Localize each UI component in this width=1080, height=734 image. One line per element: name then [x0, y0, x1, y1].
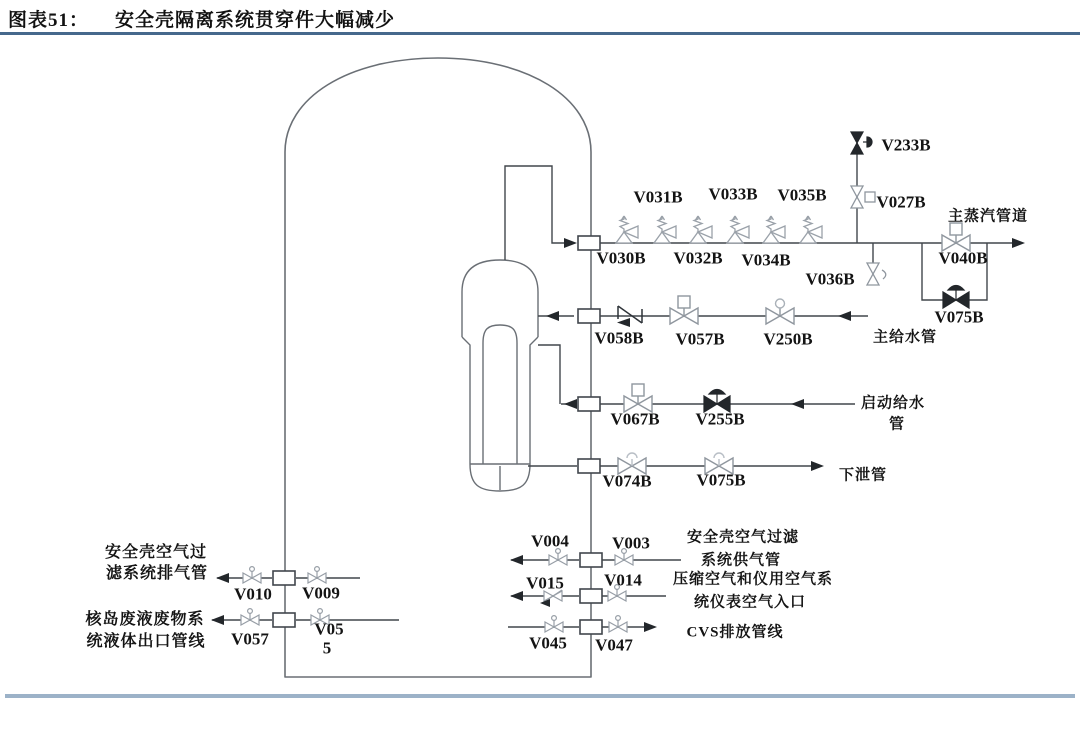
arrow-waste-icon — [211, 615, 224, 625]
figure-title-prefix: 图表51： — [8, 10, 90, 31]
valve-label-v030b: V030B — [596, 248, 646, 268]
pipe-startup-inside — [538, 345, 576, 404]
arrow-feedwater-icon — [838, 311, 851, 321]
arrow-cvs-icon — [644, 622, 657, 632]
valve-v067b — [624, 384, 652, 412]
valve-label-v057b: V057B — [675, 329, 725, 349]
penetration-cvs — [580, 620, 602, 634]
valve-v031b — [654, 216, 676, 243]
valve-label-v075b-letdown: V075B — [696, 470, 746, 490]
pipe-label-waste-line2: 统液体出口管线 — [86, 633, 206, 650]
pipe-label-main-steam: 主蒸汽管道 — [947, 208, 1029, 225]
valve-label-v233b: V233B — [881, 135, 931, 155]
arrow-startup-in-icon — [564, 399, 577, 409]
valve-label-v057: V057 — [231, 629, 269, 649]
arrow-supply-air-icon — [510, 555, 523, 565]
arrow-letdown-icon — [811, 461, 824, 471]
valve-label-v010: V010 — [234, 584, 272, 604]
pipe-label-cvs: CVS排放管线 — [686, 624, 784, 641]
penetration-supply-air — [580, 553, 602, 567]
arrow-startup-icon — [791, 399, 804, 409]
valve-label-v047: V047 — [595, 635, 633, 655]
arrow-exhaust-icon — [216, 573, 229, 583]
pipe-label-waste-line1: 核岛废液废物系 — [85, 611, 205, 628]
pipe-main-steam-inside — [505, 166, 566, 260]
valve-v036b — [867, 263, 886, 285]
valve-v057 — [241, 609, 259, 625]
valve-label-v074b: V074B — [602, 471, 652, 491]
pipe-label-exhaust-line2: 滤系统排气管 — [105, 565, 209, 582]
valve-v057b — [670, 296, 698, 324]
pipe-label-supply-air-line2: 系统供气管 — [700, 552, 782, 569]
valve-v034b — [763, 216, 785, 243]
figure-title-text: 安全壳隔离系统贯穿件大幅减少 — [115, 10, 396, 31]
penetration-feedwater — [578, 309, 600, 323]
steam-generator — [462, 260, 538, 491]
valve-label-v015: V015 — [526, 573, 564, 593]
valve-label-v036b: V036B — [805, 269, 855, 289]
valve-label-v004: V004 — [531, 531, 569, 551]
pipe-label-instr-air-line1: 压缩空气和仪用空气系 — [672, 571, 834, 588]
valve-label-v055-line1: V05 — [314, 619, 344, 639]
valve-label-v009: V009 — [302, 583, 340, 603]
valve-v033b — [727, 216, 749, 243]
valve-v027b — [851, 186, 875, 208]
pipe-label-startup-fw-line1: 启动给水 — [860, 395, 926, 412]
valve-label-v250b: V250B — [763, 329, 813, 349]
penetration-waste — [273, 613, 295, 627]
pipe-label-instr-air-line2: 统仪表空气入口 — [693, 594, 807, 611]
valve-label-v055-line2: 5 — [322, 638, 332, 658]
footer-rule — [5, 694, 1075, 698]
valve-v233b — [851, 132, 872, 154]
penetration-exhaust — [273, 571, 295, 585]
valve-v032b — [690, 216, 712, 243]
valve-label-v045: V045 — [529, 633, 567, 653]
valve-v040b — [942, 223, 970, 251]
valve-label-v032b: V032B — [673, 248, 723, 268]
arrow-steam-out-icon — [564, 238, 577, 248]
valve-label-v027b: V027B — [876, 192, 926, 212]
valve-label-v035b: V035B — [777, 185, 827, 205]
valve-v250b — [766, 299, 794, 324]
pipe-label-exhaust-line1: 安全壳空气过 — [104, 544, 208, 561]
valve-v009 — [308, 567, 326, 583]
valve-label-v058b: V058B — [594, 328, 644, 348]
valve-label-v255b: V255B — [695, 409, 745, 429]
valve-label-v014: V014 — [604, 570, 642, 590]
valve-label-v003: V003 — [612, 533, 650, 553]
pipe-label-main-feedwater: 主给水管 — [872, 329, 938, 346]
penetration-letdown — [578, 459, 600, 473]
pipe-label-letdown: 下泄管 — [838, 467, 888, 484]
valve-v045 — [545, 616, 563, 632]
valve-v035b — [800, 216, 822, 243]
pipe-lines — [212, 143, 1012, 627]
arrow-main-steam-icon — [1012, 238, 1025, 248]
pipe-label-startup-fw-line2: 管 — [888, 416, 906, 433]
valve-v010 — [243, 567, 261, 583]
valve-label-v040b: V040B — [938, 248, 988, 268]
valve-v015 — [540, 590, 562, 607]
valve-v075b-bypass — [943, 286, 969, 309]
arrow-feedwater-in-icon — [546, 311, 559, 321]
valve-v047 — [609, 616, 627, 632]
penetration-instr-air — [580, 589, 602, 603]
pipe-label-supply-air-line1: 安全壳空气过滤 — [686, 529, 800, 546]
penetration-startup-fw — [578, 397, 600, 411]
valve-v004 — [549, 549, 567, 565]
valve-label-v075b-bypass: V075B — [934, 307, 984, 327]
valve-label-v034b: V034B — [741, 250, 791, 270]
valve-label-v033b: V033B — [708, 184, 758, 204]
valve-v030b — [616, 216, 638, 243]
valve-label-v031b: V031B — [633, 187, 683, 207]
sg-inner-tube — [483, 325, 517, 464]
arrow-instr-air-icon — [510, 591, 523, 601]
valve-label-v067b: V067B — [610, 409, 660, 429]
